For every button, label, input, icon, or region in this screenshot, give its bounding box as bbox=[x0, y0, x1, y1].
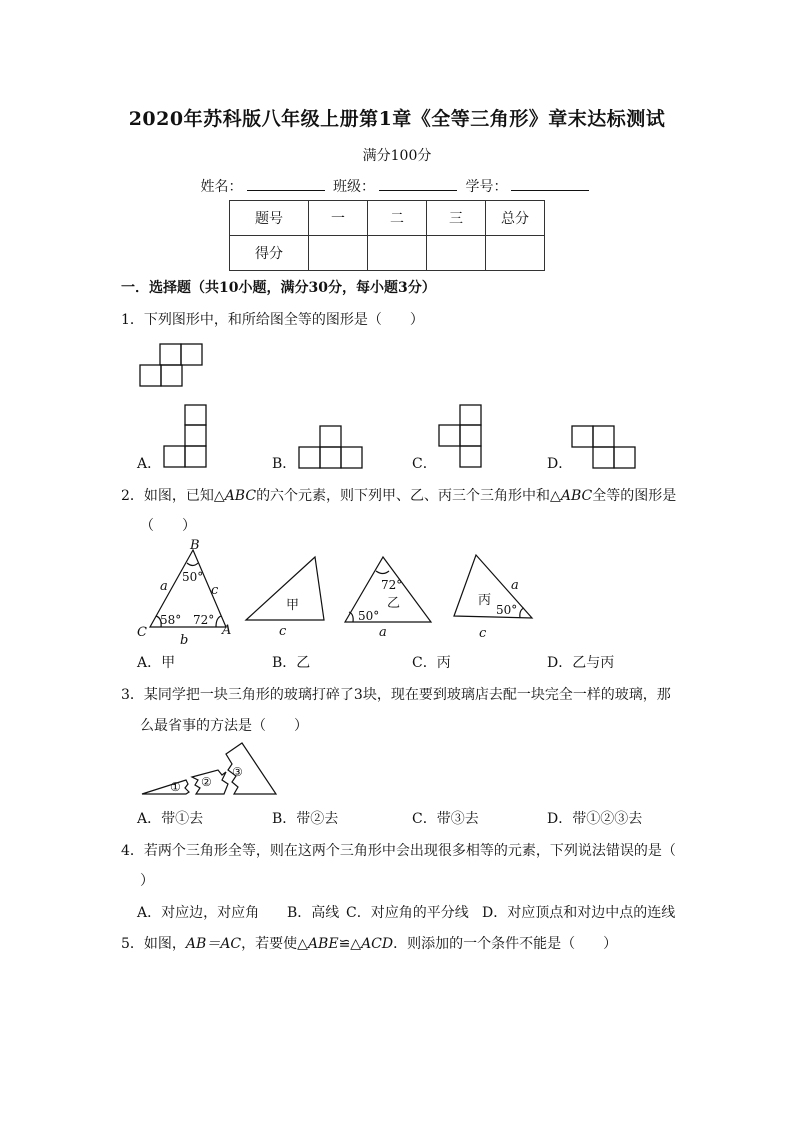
score-cell[interactable] bbox=[309, 236, 368, 271]
q3-option-d[interactable]: D．带①②③去 bbox=[547, 811, 643, 827]
q2-stem-part: 2．如图，已知△ bbox=[121, 488, 225, 504]
q5-equation: AB＝AC bbox=[185, 936, 242, 952]
score-header-cell: 三 bbox=[427, 201, 486, 236]
q1-option-b[interactable]: B． bbox=[272, 456, 297, 472]
q5-stem-part: ．则添加的一个条件不能是（ ） bbox=[393, 936, 618, 952]
q1-given-figure bbox=[139, 343, 205, 387]
name-blank[interactable] bbox=[247, 176, 325, 191]
score-header-cell: 题号 bbox=[230, 201, 309, 236]
class-label: 班级： bbox=[333, 179, 375, 195]
label-side-a: a bbox=[160, 579, 168, 594]
score-row-label: 得分 bbox=[230, 236, 309, 271]
score-cell[interactable] bbox=[368, 236, 427, 271]
label-bing-side-a: a bbox=[511, 578, 519, 593]
label-side-c: c bbox=[211, 583, 219, 598]
question-2-stem-line2: （ ） bbox=[140, 518, 196, 534]
q5-stem-part: 5．如图， bbox=[121, 936, 186, 952]
score-table-header-row bbox=[230, 201, 545, 236]
full-score: 满分100分 bbox=[362, 148, 432, 164]
q1-option-d[interactable]: D． bbox=[547, 456, 573, 472]
q2-stem-part: 全等的图形是 bbox=[592, 488, 677, 504]
label-yi-left-angle: 50° bbox=[358, 609, 380, 623]
q5-triangle-2: ACD bbox=[361, 936, 394, 952]
label-side-b: b bbox=[180, 633, 189, 648]
label-bing: 丙 bbox=[478, 593, 492, 608]
q2-triangle-name: ABC bbox=[224, 488, 257, 504]
q2-triangle-name: ABC bbox=[560, 488, 593, 504]
q2-stem-part: 的六个元素，则下列甲、乙、丙三个三角形中和△ bbox=[256, 488, 561, 504]
label-c-vertex: C bbox=[137, 625, 147, 640]
q3-option-a[interactable]: A．带①去 bbox=[137, 811, 204, 827]
class-blank[interactable] bbox=[379, 176, 457, 191]
page-title: 2020年苏科版八年级上册第1章《全等三角形》章末达标测试 bbox=[128, 108, 666, 130]
q1-option-b-figure bbox=[298, 425, 364, 469]
label-bing-angle: 50° bbox=[496, 603, 518, 617]
label-angle-a: 72° bbox=[193, 613, 215, 627]
triangle-jia bbox=[246, 557, 324, 620]
q1-option-c-figure bbox=[438, 404, 483, 468]
label-angle-c: 58° bbox=[160, 613, 182, 627]
question-4-stem-line2: ） bbox=[140, 873, 154, 889]
label-bing-side-c: c bbox=[479, 626, 487, 641]
score-header-cell: 二 bbox=[368, 201, 427, 236]
label-yi-top-angle: 72° bbox=[381, 578, 403, 592]
q2-option-b[interactable]: B．乙 bbox=[272, 655, 311, 671]
label-jia-side-c: c bbox=[279, 624, 287, 639]
q1-option-a-figure bbox=[163, 404, 208, 468]
q1-option-a[interactable]: A． bbox=[137, 456, 162, 472]
q3-glass-figure bbox=[140, 740, 280, 798]
label-b-vertex: B bbox=[190, 538, 200, 553]
q4-option-d[interactable]: D．对应顶点和对边中点的连线 bbox=[482, 905, 676, 921]
q3-option-c[interactable]: C．带③去 bbox=[412, 811, 479, 827]
label-a-vertex: A bbox=[222, 623, 232, 638]
q1-option-c[interactable]: C． bbox=[412, 456, 437, 472]
q5-triangle-1: ABE bbox=[307, 936, 339, 952]
score-header-cell: 一 bbox=[309, 201, 368, 236]
q2-option-d[interactable]: D．乙与丙 bbox=[547, 655, 615, 671]
piece-label-2: ② bbox=[201, 775, 212, 789]
q3-option-b[interactable]: B．带②去 bbox=[272, 811, 339, 827]
piece-label-3: ③ bbox=[232, 765, 243, 779]
label-yi: 乙 bbox=[387, 596, 401, 611]
q2-figures bbox=[130, 538, 550, 650]
question-3-stem-line2: 么最省事的方法是（ ） bbox=[140, 718, 308, 734]
q4-option-c[interactable]: C．对应角的平分线 bbox=[346, 905, 469, 921]
q2-option-c[interactable]: C．丙 bbox=[412, 655, 451, 671]
score-header-cell: 总分 bbox=[486, 201, 545, 236]
section-heading: 一．选择题（共10小题，满分30分，每小题3分） bbox=[121, 280, 436, 296]
question-2-stem bbox=[121, 485, 676, 505]
glass-piece-1 bbox=[142, 780, 189, 794]
q4-option-a[interactable]: A．对应边，对应角 bbox=[137, 905, 260, 921]
q5-stem-part: ，若要使△ bbox=[241, 936, 308, 952]
question-3-stem: 3．某同学把一块三角形的玻璃打碎了3块，现在要到玻璃店去配一块完全一样的玻璃，那 bbox=[121, 687, 671, 703]
q4-option-b[interactable]: B．高线 bbox=[287, 905, 340, 921]
label-angle-b: 50° bbox=[182, 570, 204, 584]
score-cell[interactable] bbox=[486, 236, 545, 271]
label-jia: 甲 bbox=[286, 598, 300, 613]
score-cell[interactable] bbox=[427, 236, 486, 271]
id-blank[interactable] bbox=[511, 176, 589, 191]
student-info-line bbox=[0, 176, 794, 196]
q2-option-a[interactable]: A．甲 bbox=[137, 655, 176, 671]
score-table bbox=[229, 200, 545, 271]
triangle-bing bbox=[454, 555, 532, 618]
question-5-stem bbox=[121, 933, 617, 953]
id-label: 学号： bbox=[465, 179, 508, 195]
question-1-stem: 1．下列图形中，和所给图全等的图形是（ ） bbox=[121, 312, 424, 328]
name-label: 姓名： bbox=[200, 179, 243, 195]
q5-congruent-sign: ≌△ bbox=[338, 936, 362, 952]
label-yi-side-a: a bbox=[379, 625, 387, 640]
piece-label-1: ① bbox=[170, 780, 181, 794]
q1-option-d-figure bbox=[571, 425, 637, 469]
question-4-stem: 4．若两个三角形全等，则在这两个三角形中会出现很多相等的元素，下列说法错误的是（ bbox=[121, 843, 676, 859]
score-table-score-row bbox=[230, 236, 545, 271]
